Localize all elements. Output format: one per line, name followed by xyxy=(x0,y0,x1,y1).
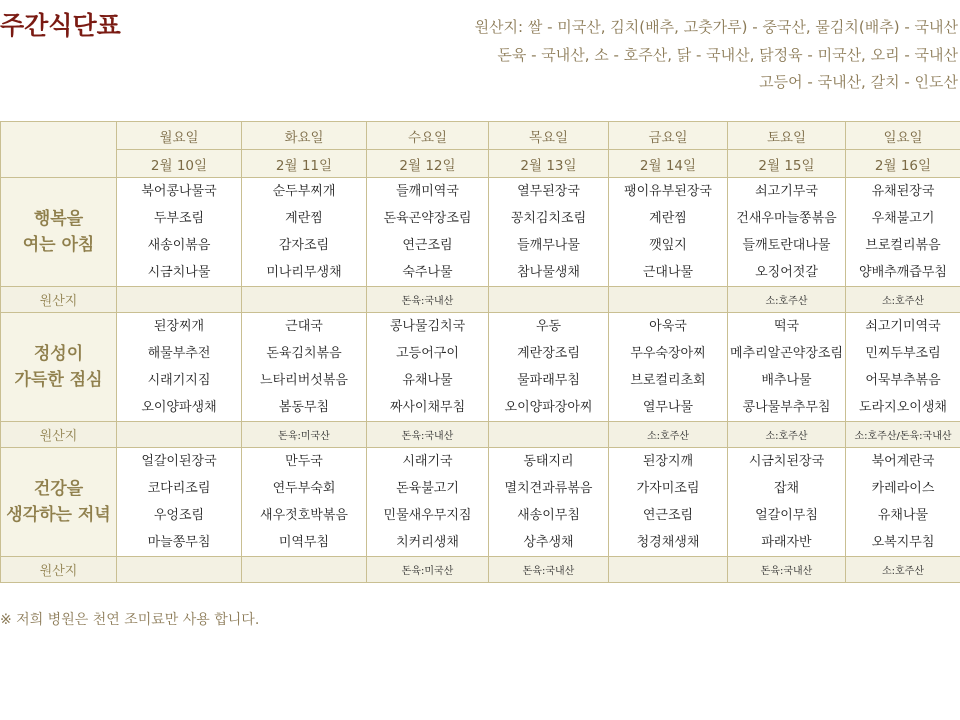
dish-item: 건새우마늘쫑볶음 xyxy=(736,211,837,226)
dish-item: 순두부찌개 xyxy=(272,184,336,199)
dish-item: 배추나물 xyxy=(761,373,812,388)
meal-cell xyxy=(846,178,960,287)
dish-item: 상추생채 xyxy=(523,535,574,550)
meal-cell xyxy=(609,448,728,557)
meal-cell xyxy=(609,178,728,287)
dish-item: 유채된장국 xyxy=(871,184,935,199)
meal-cell xyxy=(117,313,242,422)
meal-cell xyxy=(489,313,609,422)
weekday-header: 수요일 xyxy=(367,122,489,150)
meal-cell xyxy=(367,178,489,287)
meal-cell xyxy=(242,448,367,557)
dish-item: 참나물생채 xyxy=(517,265,580,280)
dish-item: 마늘쫑무침 xyxy=(147,535,211,550)
dish-item: 유채나물 xyxy=(402,373,453,388)
origin-cell xyxy=(609,287,728,313)
dish-item: 들깨미역국 xyxy=(396,184,459,199)
dish-item: 아욱국 xyxy=(649,319,687,334)
dish-item: 어묵부추볶음 xyxy=(865,373,941,388)
dish-item: 시금치나물 xyxy=(147,265,211,280)
origin-row xyxy=(1,287,960,313)
dish-item: 물파래무침 xyxy=(517,373,580,388)
dish-item: 동태지리 xyxy=(523,454,574,469)
dish-item: 무우숙장아찌 xyxy=(630,346,706,361)
dish-item: 새송이무침 xyxy=(517,508,580,523)
header-corner xyxy=(1,122,117,178)
meal-cell xyxy=(489,178,609,287)
meal-cell xyxy=(728,313,846,422)
dish-item: 카레라이스 xyxy=(871,481,935,496)
weekday-header: 목요일 xyxy=(489,122,609,150)
dish-item: 깻잎지 xyxy=(649,238,687,253)
origin-cell: 돈육:국내산 xyxy=(367,287,489,313)
origin-cell: 소:호주산/돈육:국내산 xyxy=(846,422,960,448)
dish-item: 시금치된장국 xyxy=(748,454,825,469)
date-header: 2월 16일 xyxy=(846,150,960,178)
origin-note-line: 원산지: 쌀 - 미국산, 김치(배추, 고춧가루) - 중국산, 물김치(배추) - 국내산 xyxy=(474,18,958,36)
meal-label-line: 여는 아침 xyxy=(22,235,95,255)
dish-item: 미나리무생채 xyxy=(266,265,342,280)
dish-item: 들깨토란대나물 xyxy=(742,238,831,253)
dish-item: 감자조림 xyxy=(278,238,330,253)
weekly-menu-table xyxy=(0,121,960,583)
footnote: ※ 저희 병원은 천연 조미료만 사용 합니다. xyxy=(0,612,260,628)
dish-item: 쇠고기미역국 xyxy=(865,319,941,334)
meal-row xyxy=(1,448,960,557)
origin-cell: 소:호주산 xyxy=(728,287,846,313)
meal-row xyxy=(1,313,960,422)
weekday-header-row xyxy=(1,122,960,150)
meal-cell xyxy=(728,178,846,287)
meal-cell xyxy=(728,448,846,557)
dish-item: 북어콩나물국 xyxy=(141,184,217,199)
meal-label-line: 건강을 xyxy=(33,479,84,499)
meal-cell xyxy=(609,313,728,422)
dish-item: 근대나물 xyxy=(642,265,694,280)
origin-cell: 돈육:국내산 xyxy=(489,557,609,583)
origin-cell xyxy=(489,287,609,313)
weekday-header: 화요일 xyxy=(242,122,367,150)
origin-label: 원산지 xyxy=(1,557,117,583)
date-header: 2월 14일 xyxy=(609,150,728,178)
dish-item: 계란장조림 xyxy=(517,346,580,361)
meal-label-line: 생각하는 저녁 xyxy=(6,505,111,525)
weekday-header: 월요일 xyxy=(117,122,242,150)
date-header: 2월 15일 xyxy=(728,150,846,178)
dish-item: 새우젓호박볶음 xyxy=(260,508,348,523)
origin-note-line: 돈육 - 국내산, 소 - 호주산, 닭 - 국내산, 닭정육 - 미국산, 오리 - 국내산 xyxy=(497,45,958,64)
date-header: 2월 10일 xyxy=(117,150,242,178)
dish-item: 돈육김치볶음 xyxy=(266,346,342,361)
dish-item: 연근조림 xyxy=(642,508,694,523)
meal-label-line: 정성이 xyxy=(33,344,84,364)
dish-item: 만두국 xyxy=(285,454,323,469)
origin-cell xyxy=(609,557,728,583)
dish-item: 얼갈이된장국 xyxy=(141,454,217,469)
dish-item: 두부조림 xyxy=(153,211,205,226)
dish-item: 브로컬리초회 xyxy=(630,373,706,388)
meal-label xyxy=(1,178,117,287)
dish-item: 연두부숙회 xyxy=(272,481,336,496)
origin-cell xyxy=(117,557,242,583)
dish-item: 돈육불고기 xyxy=(396,481,459,496)
origin-cell: 소:호주산 xyxy=(609,422,728,448)
dish-item: 민찌두부조림 xyxy=(865,346,941,361)
dish-item: 시래기국 xyxy=(402,454,453,469)
dish-item: 콩나물부추무침 xyxy=(742,400,831,415)
dish-item: 우채불고기 xyxy=(871,211,935,226)
origin-cell: 돈육:미국산 xyxy=(367,557,489,583)
origin-cell xyxy=(117,422,242,448)
origin-cell: 돈육:미국산 xyxy=(242,422,367,448)
origin-cell xyxy=(489,422,609,448)
dish-item: 도라지오이생채 xyxy=(859,400,947,415)
meal-cell xyxy=(846,448,960,557)
dish-item: 계란찜 xyxy=(285,211,323,226)
dish-item: 미역무침 xyxy=(278,535,330,550)
dish-item: 고등어구이 xyxy=(396,346,459,361)
dish-item: 유채나물 xyxy=(877,508,929,523)
dish-item: 오이양파장아찌 xyxy=(504,400,593,415)
dish-item: 북어계란국 xyxy=(871,454,935,469)
dish-item: 해물부추전 xyxy=(147,346,211,361)
page-title: 주간식단표 xyxy=(0,11,121,40)
origin-cell: 소:호주산 xyxy=(728,422,846,448)
origin-cell xyxy=(117,287,242,313)
dish-item: 양배추깨즙무침 xyxy=(859,265,947,280)
dish-item: 브로컬리볶음 xyxy=(865,238,941,253)
origin-cell: 돈육:국내산 xyxy=(367,422,489,448)
origin-label: 원산지 xyxy=(1,422,117,448)
dish-item: 민물새우무지짐 xyxy=(383,508,472,523)
dish-item: 연근조림 xyxy=(402,238,453,253)
origin-cell: 돈육:국내산 xyxy=(728,557,846,583)
dish-item: 떡국 xyxy=(773,319,800,334)
meal-label-line: 가득한 점심 xyxy=(14,370,103,390)
dish-item: 코다리조림 xyxy=(147,481,211,496)
dish-item: 꽁치김치조림 xyxy=(510,211,587,226)
origin-cell: 소:호주산 xyxy=(846,557,960,583)
dish-item: 팽이유부된장국 xyxy=(624,184,712,199)
meal-cell xyxy=(242,313,367,422)
meal-label-line: 행복을 xyxy=(33,209,84,229)
dish-item: 된장지깨 xyxy=(642,454,694,469)
origin-label: 원산지 xyxy=(1,287,117,313)
dish-item: 숙주나물 xyxy=(402,265,453,280)
origin-cell xyxy=(242,287,367,313)
dish-item: 된장찌개 xyxy=(153,319,205,334)
dish-item: 오징어젓갈 xyxy=(755,265,818,280)
dish-item: 열무나물 xyxy=(642,400,694,415)
dish-item: 얼갈이무침 xyxy=(755,508,818,523)
dish-item: 청경채생채 xyxy=(636,535,700,550)
dish-item: 오복지무침 xyxy=(871,535,935,550)
dish-item: 메추리알곤약장조림 xyxy=(729,346,844,361)
meal-cell xyxy=(367,448,489,557)
origin-note-line: 고등어 - 국내산, 갈치 - 인도산 xyxy=(759,73,958,91)
dish-item: 시래기지짐 xyxy=(147,373,211,388)
dish-item: 치커리생채 xyxy=(396,535,459,550)
date-header: 2월 11일 xyxy=(242,150,367,178)
meal-cell xyxy=(242,178,367,287)
dish-item: 돈육곤약장조림 xyxy=(383,211,472,226)
origin-cell xyxy=(242,557,367,583)
meal-cell xyxy=(117,448,242,557)
dish-item: 근대국 xyxy=(285,319,323,334)
meal-cell xyxy=(846,313,960,422)
meal-cell xyxy=(489,448,609,557)
origin-notes xyxy=(475,14,958,97)
dish-item: 쇠고기무국 xyxy=(755,184,818,199)
date-header: 2월 13일 xyxy=(489,150,609,178)
dish-item: 우엉조림 xyxy=(153,508,205,523)
dish-item: 파래자반 xyxy=(761,535,812,550)
origin-row xyxy=(1,557,960,583)
dish-item: 잡채 xyxy=(773,481,800,496)
origin-cell: 소:호주산 xyxy=(846,287,960,313)
dish-item: 열무된장국 xyxy=(517,184,580,199)
meal-row xyxy=(1,178,960,287)
weekday-header: 토요일 xyxy=(728,122,846,150)
date-header-row xyxy=(1,150,960,178)
dish-item: 우동 xyxy=(535,319,562,334)
dish-item: 가자미조림 xyxy=(636,481,700,496)
dish-item: 느타리버섯볶음 xyxy=(260,373,348,388)
dish-item: 새송이볶음 xyxy=(147,238,211,253)
dish-item: 콩나물김치국 xyxy=(389,319,466,334)
dish-item: 멸치견과류볶음 xyxy=(504,481,593,496)
meal-label xyxy=(1,448,117,557)
dish-item: 봄동무침 xyxy=(278,400,330,415)
dish-item: 들깨무나물 xyxy=(517,238,580,253)
meal-cell xyxy=(367,313,489,422)
meal-label xyxy=(1,313,117,422)
meal-cell xyxy=(117,178,242,287)
weekday-header: 일요일 xyxy=(846,122,960,150)
dish-item: 계란찜 xyxy=(649,211,687,226)
weekday-header: 금요일 xyxy=(609,122,728,150)
dish-item: 오이양파생채 xyxy=(141,400,217,415)
dish-item: 짜사이채무침 xyxy=(389,400,466,415)
origin-row xyxy=(1,422,960,448)
date-header: 2월 12일 xyxy=(367,150,489,178)
